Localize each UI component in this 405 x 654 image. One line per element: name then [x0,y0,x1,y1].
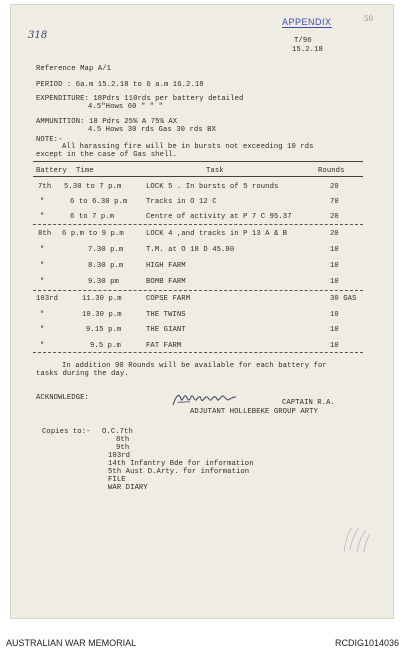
cell-time: 6 to 6.30 p.m [70,198,128,206]
cell-rounds: 20 [330,183,339,191]
table-rule-top [33,161,363,162]
signature-title: ADJUTANT HOLLEBEKE GROUP ARTY [190,408,318,416]
table-separator [33,290,363,291]
cell-battery: " [40,198,45,206]
cell-time: 11.30 p.m [82,295,122,303]
cell-battery: 103rd [36,295,59,303]
cell-time: 9.5 p.m [90,342,121,350]
acknowledge-label: ACKNOWLEDGE: [36,394,89,402]
copies-item: 14th Infantry Bde for information [108,460,254,468]
cell-time: 6 p.m to 9 p.m [62,230,124,238]
footer-source: AUSTRALIAN WAR MEMORIAL [6,638,137,648]
expenditure-line-2: 4.5"Hows 60 " " " [88,103,164,111]
table-rule-bottom [33,352,363,353]
copies-item: 5th Aust D.Arty. for information [108,468,250,476]
cell-task: FAT FARM [146,342,182,350]
cell-task: THE TWINS [146,311,186,319]
cell-task: HIGH FARM [146,262,186,270]
cell-rounds: 10 [330,262,339,270]
cell-battery: 7th [38,183,52,191]
cell-battery: " [40,262,45,270]
ammunition-line-2: 4.5 Hows 30 rds Gas 30 rds BX [88,126,216,134]
note-line-2: except in the case of Gas shell. [36,151,178,159]
copies-item: FILE [108,476,126,484]
cell-rounds: 20 [330,230,339,238]
faded-stamp-mark [340,522,374,558]
ref-code: T/96 [294,37,312,45]
cell-time: 7.30 p.m [88,246,124,254]
cell-rounds: 10 [330,246,339,254]
cell-time: 10.30 p.m [82,311,122,319]
cell-task: BOMB FARM [146,278,186,286]
copies-item: 9th [116,444,130,452]
copies-label: Copies to:- [42,428,91,436]
column-header-battery: Battery [36,167,67,175]
column-header-time: Time [76,167,94,175]
cell-task: LOCK 4 ,and tracks in P 13 A & B [146,230,288,238]
appendix-stamp: APPENDIX [282,17,332,27]
addition-line: In addition 90 Rounds will be available for each battery for [62,362,327,370]
cell-rounds: 10 [330,326,339,334]
cell-time: 5.30 to 7 p.m [64,183,122,191]
cell-rounds: 10 [330,311,339,319]
note-label: NOTE:- [36,136,63,144]
cell-task: COPSE FARM [146,295,191,303]
doc-date: 15.2.18 [292,46,323,54]
cell-rounds: 10 [330,342,339,350]
addition-line-2: tasks during the day. [36,370,129,378]
cell-rounds: 70 [330,198,339,206]
ammunition-line: AMMUNITION: 18 Pdrs 25% A 75% AX [36,118,178,126]
page-number: 318 [28,30,48,41]
cell-task: LOCK 5 . In bursts of 5 rounds [146,183,279,191]
cell-rounds: 10 [330,278,339,286]
period-line: PERIOD : 6a.m 15.2.18 to 6 a.m 16.2.18 [36,81,204,89]
copies-item: WAR DIARY [108,484,148,492]
cell-rounds: 20 [330,213,339,221]
table-rule-header [33,176,363,177]
cell-time: 8.30 p.m [88,262,124,270]
note-line: All harassing fire will be in bursts not exceeding 10 rds [62,143,314,151]
cell-task: THE GIANT [146,326,186,334]
copies-item: 8th [116,436,130,444]
column-header-rounds: Rounds [318,167,345,175]
cell-time: 9.15 p.m [86,326,122,334]
expenditure-line: EXPENDITURE: 18Pdrs 110rds per battery detailed [36,95,244,103]
cell-battery: " [40,213,45,221]
table-separator [33,224,363,225]
cell-task: Centre of activity at P 7 C 95.37 [146,213,292,221]
cell-time: 9.30 pm [88,278,119,286]
cell-battery: " [40,246,45,254]
copies-item: 103rd [108,452,131,460]
column-header-task: Task [206,167,224,175]
cell-battery: " [40,342,45,350]
cell-task: Tracks in O 12 C [146,198,217,206]
cell-battery: 8th [38,230,52,238]
cell-time: 6 to 7 p.m [70,213,115,221]
cell-battery: " [40,311,45,319]
cell-task: T.M. at O 18 D 45.80 [146,246,235,254]
cell-rounds: 30 GAS [330,295,357,303]
cell-battery: " [40,278,45,286]
reference-map: Reference Map A/1 [36,65,112,73]
cell-battery: " [40,326,45,334]
signature-rank: CAPTAIN R.A. [282,399,335,407]
signature-image [170,388,240,410]
copies-item: O.C.7th [102,428,133,436]
pencil-mark: 50 [364,15,373,23]
footer-record-id: RCDIG1014036 [334,638,399,648]
